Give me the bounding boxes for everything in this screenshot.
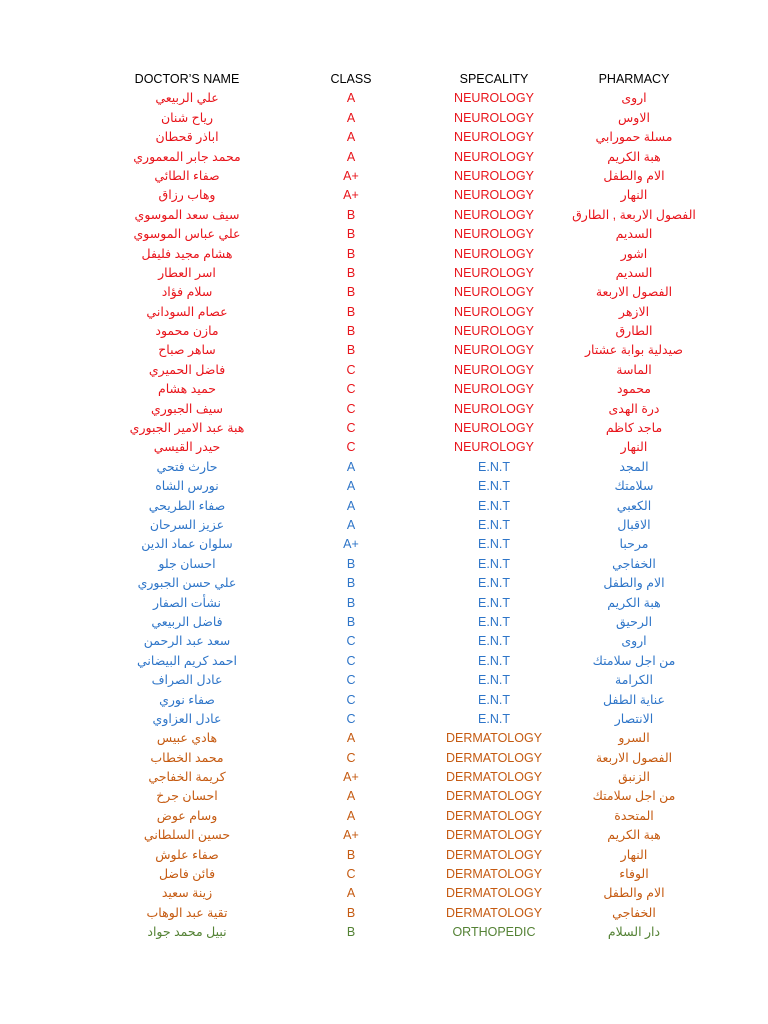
doctor-name-cell: صفاء نوري xyxy=(159,692,215,707)
specialty-cell: NEUROLOGY xyxy=(454,343,534,358)
pharmacy-cell: مسلة حمورابي xyxy=(595,130,673,145)
table-row xyxy=(0,341,768,360)
specialty-cell: E.N.T xyxy=(478,711,510,726)
doctor-name-cell: هبة عبد الامير الجبوري xyxy=(129,421,245,436)
doctor-name-cell: هشام مجيد فليفل xyxy=(141,246,233,261)
specialty-cell: DERMATOLOGY xyxy=(445,808,543,823)
class-cell: C xyxy=(346,867,356,882)
doctor-name-cell: نورس الشاه xyxy=(155,479,219,494)
pharmacy-cell: من اجل سلامتك xyxy=(592,653,676,668)
specialty-cell: E.N.T xyxy=(478,498,510,513)
pharmacy-cell: الخفاجي xyxy=(612,905,656,920)
specialty-cell: NEUROLOGY xyxy=(454,207,534,222)
pharmacy-cell: الاوس xyxy=(618,110,650,125)
specialty-cell: E.N.T xyxy=(478,576,510,591)
specialty-cell: NEUROLOGY xyxy=(454,362,534,377)
table-row xyxy=(0,264,768,283)
pharmacy-cell: الفصول الاربعة , الطارق xyxy=(572,207,696,222)
pharmacy-cell: الطارق xyxy=(615,324,653,339)
pharmacy-cell: السديم xyxy=(615,227,653,242)
pharmacy-cell: الكرامة xyxy=(615,673,653,688)
specialty-cell: DERMATOLOGY xyxy=(445,828,543,843)
specialty-cell: E.N.T xyxy=(478,692,510,707)
class-cell: B xyxy=(346,207,356,222)
specialty-cell: DERMATOLOGY xyxy=(445,847,543,862)
specialty-cell: DERMATOLOGY xyxy=(445,867,543,882)
table-row xyxy=(0,671,768,690)
specialty-cell: E.N.T xyxy=(478,479,510,494)
class-cell: B xyxy=(346,343,356,358)
class-cell: C xyxy=(346,440,356,455)
class-cell: A xyxy=(346,498,356,513)
doctor-name-cell: عادل العزاوي xyxy=(152,711,222,726)
pharmacy-cell: النهار xyxy=(620,188,648,203)
doctor-name-cell: صفاء الطريحي xyxy=(148,498,226,513)
table-row xyxy=(0,594,768,613)
table-row xyxy=(0,516,768,535)
doctor-name-cell: ساهر صباح xyxy=(158,343,216,358)
pharmacy-cell: السديم xyxy=(615,265,653,280)
table-row xyxy=(0,148,768,167)
pharmacy-cell: الرحيق xyxy=(615,614,653,629)
pharmacy-cell: دار السلام xyxy=(607,925,661,940)
pharmacy-cell: الام والطفل xyxy=(603,168,665,183)
specialty-cell: E.N.T xyxy=(478,459,510,474)
pharmacy-cell: الام والطفل xyxy=(603,576,665,591)
doctor-name-cell: احسان جرخ xyxy=(156,789,218,804)
table-row xyxy=(0,807,768,826)
pharmacy-cell: عناية الطفل xyxy=(602,692,666,707)
pharmacy-cell: هبة الكريم xyxy=(607,149,661,164)
pharmacy-cell: المتحدة xyxy=(614,808,654,823)
table-row xyxy=(0,419,768,438)
specialty-cell: NEUROLOGY xyxy=(454,130,534,145)
table-row xyxy=(0,574,768,593)
doctor-name-cell: مازن محمود xyxy=(155,324,219,339)
specialty-cell: DERMATOLOGY xyxy=(445,905,543,920)
class-cell: C xyxy=(346,382,356,397)
table-row xyxy=(0,206,768,225)
specialty-cell: NEUROLOGY xyxy=(454,246,534,261)
class-cell: A xyxy=(346,886,356,901)
specialty-cell: E.N.T xyxy=(478,517,510,532)
class-cell: A xyxy=(346,731,356,746)
doctor-name-cell: محمد الخطاب xyxy=(150,750,224,765)
specialty-cell: DERMATOLOGY xyxy=(445,731,543,746)
class-cell: A xyxy=(346,130,356,145)
doctor-table xyxy=(0,70,768,943)
table-row xyxy=(0,186,768,205)
table-row xyxy=(0,652,768,671)
doctor-name-cell: سلام فؤاد xyxy=(161,285,213,300)
doctor-name-cell: نبيل محمد جواد xyxy=(147,925,227,940)
class-cell: C xyxy=(346,673,356,688)
class-cell: C xyxy=(346,711,356,726)
doctor-name-cell: وهاب رزاق xyxy=(158,188,216,203)
specialty-cell: ORTHOPEDIC xyxy=(452,925,536,940)
class-cell: C xyxy=(346,653,356,668)
table-row xyxy=(0,128,768,147)
doctor-name-cell: عصام السوداني xyxy=(146,304,228,319)
class-cell: A+ xyxy=(343,770,359,785)
specialty-cell: NEUROLOGY xyxy=(454,227,534,242)
specialty-cell: DERMATOLOGY xyxy=(445,750,543,765)
specialty-cell: NEUROLOGY xyxy=(454,401,534,416)
table-row xyxy=(0,535,768,554)
specialty-cell: NEUROLOGY xyxy=(454,440,534,455)
class-cell: B xyxy=(346,905,356,920)
class-cell: C xyxy=(346,421,356,436)
table-row xyxy=(0,89,768,108)
class-cell: C xyxy=(346,362,356,377)
class-cell: A xyxy=(346,459,356,474)
class-cell: B xyxy=(346,246,356,261)
specialty-cell: NEUROLOGY xyxy=(454,168,534,183)
table-row xyxy=(0,787,768,806)
table-row xyxy=(0,710,768,729)
doctor-name-cell: حارث فتحي xyxy=(156,459,218,474)
doctor-name-cell: حيدر القيسي xyxy=(153,440,221,455)
doctor-name-cell: علي الربيعي xyxy=(155,91,219,106)
pharmacy-cell: الوفاء xyxy=(619,867,649,882)
specialty-cell: E.N.T xyxy=(478,653,510,668)
doctor-name-cell: اباذر قحطان xyxy=(155,130,219,145)
pharmacy-cell: اروى xyxy=(621,91,647,106)
doctor-name-cell: صفاء الطائي xyxy=(154,168,220,183)
doctor-name-cell: عزيز السرحان xyxy=(149,517,225,532)
table-row xyxy=(0,458,768,477)
table-row xyxy=(0,691,768,710)
class-cell: B xyxy=(346,285,356,300)
doctor-name-cell: اسر العطار xyxy=(158,265,216,280)
pharmacy-cell: الفصول الاربعة xyxy=(595,285,673,300)
specialty-cell: NEUROLOGY xyxy=(454,324,534,339)
class-cell: A+ xyxy=(343,828,359,843)
table-row xyxy=(0,400,768,419)
table-row xyxy=(0,632,768,651)
class-cell: C xyxy=(346,634,356,649)
doctor-name-cell: احسان جلو xyxy=(158,556,216,571)
doctor-name-cell: محمد جابر المعموري xyxy=(133,149,241,164)
doctor-name-cell: زينة سعيد xyxy=(161,886,213,901)
table-row xyxy=(0,497,768,516)
class-cell: B xyxy=(346,227,356,242)
pharmacy-cell: ماجد كاظم xyxy=(605,421,663,436)
doctor-name-cell: علي حسن الجبوري xyxy=(137,576,237,591)
pharmacy-cell: الكعبي xyxy=(616,498,652,513)
class-cell: B xyxy=(346,925,356,940)
doctor-name-cell: حميد هشام xyxy=(157,382,217,397)
specialty-cell: E.N.T xyxy=(478,537,510,552)
class-cell: A+ xyxy=(343,537,359,552)
doctor-name-cell: عادل الصراف xyxy=(151,673,223,688)
doctor-name-cell: سيف الجبوري xyxy=(150,401,224,416)
class-cell: A xyxy=(346,91,356,106)
doctor-name-cell: احمد كريم البيضاني xyxy=(137,653,237,668)
table-row xyxy=(0,303,768,322)
table-row xyxy=(0,380,768,399)
class-cell: A xyxy=(346,149,356,164)
specialty-cell: E.N.T xyxy=(478,595,510,610)
table-row xyxy=(0,865,768,884)
doctor-name-cell: صفاء علوش xyxy=(155,847,219,862)
doctor-name-cell: فائن فاضل xyxy=(158,867,216,882)
table-row xyxy=(0,477,768,496)
pharmacy-cell: الاقبال xyxy=(617,517,651,532)
doctor-name-cell: سيف سعد الموسوي xyxy=(134,207,240,222)
class-cell: A xyxy=(346,517,356,532)
table-row xyxy=(0,167,768,186)
table-row xyxy=(0,768,768,787)
table-row xyxy=(0,555,768,574)
class-cell: B xyxy=(346,324,356,339)
table-row xyxy=(0,884,768,903)
class-cell: B xyxy=(346,614,356,629)
class-cell: A xyxy=(346,479,356,494)
specialty-cell: NEUROLOGY xyxy=(454,188,534,203)
class-cell: A xyxy=(346,110,356,125)
specialty-cell: NEUROLOGY xyxy=(454,285,534,300)
pharmacy-cell: النهار xyxy=(620,440,648,455)
doctor-name-cell: وسام عوض xyxy=(156,808,218,823)
pharmacy-cell: اروى xyxy=(621,634,647,649)
table-row xyxy=(0,109,768,128)
header-class: CLASS xyxy=(330,72,372,86)
specialty-cell: NEUROLOGY xyxy=(454,304,534,319)
specialty-cell: NEUROLOGY xyxy=(454,382,534,397)
header-pharmacy: PHARMACY xyxy=(598,72,670,86)
doctor-name-cell: علي عباس الموسوي xyxy=(133,227,241,242)
doctor-name-cell: رياح شنان xyxy=(160,110,214,125)
pharmacy-cell: محمود xyxy=(616,382,651,397)
header-specialty: SPECALITY xyxy=(459,72,529,86)
specialty-cell: E.N.T xyxy=(478,634,510,649)
pharmacy-cell: صيدلية بوابة عشتار xyxy=(585,343,683,358)
pharmacy-cell: الخفاجي xyxy=(612,556,656,571)
class-cell: A+ xyxy=(343,168,359,183)
table-row xyxy=(0,749,768,768)
pharmacy-cell: هبة الكريم xyxy=(607,595,661,610)
doctor-name-cell: كريمة الخفاجي xyxy=(148,770,226,785)
pharmacy-cell: درة الهدى xyxy=(608,401,660,416)
class-cell: A+ xyxy=(343,188,359,203)
specialty-cell: E.N.T xyxy=(478,614,510,629)
specialty-cell: NEUROLOGY xyxy=(454,421,534,436)
class-cell: C xyxy=(346,750,356,765)
class-cell: B xyxy=(346,595,356,610)
table-row xyxy=(0,923,768,942)
class-cell: C xyxy=(346,401,356,416)
specialty-cell: NEUROLOGY xyxy=(454,265,534,280)
pharmacy-cell: سلامتك xyxy=(614,479,654,494)
pharmacy-cell: الازهر xyxy=(618,304,650,319)
pharmacy-cell: الفصول الاربعة xyxy=(595,750,673,765)
doctor-name-cell: هادي عبيس xyxy=(156,731,218,746)
table-body xyxy=(0,89,768,942)
doctor-name-cell: تقية عبد الوهاب xyxy=(146,905,228,920)
doctor-name-cell: حسين السلطاني xyxy=(143,828,231,843)
table-row xyxy=(0,826,768,845)
table-row xyxy=(0,846,768,865)
pharmacy-cell: الام والطفل xyxy=(603,886,665,901)
class-cell: A xyxy=(346,808,356,823)
table-row xyxy=(0,438,768,457)
table-row xyxy=(0,225,768,244)
specialty-cell: E.N.T xyxy=(478,556,510,571)
specialty-cell: DERMATOLOGY xyxy=(445,886,543,901)
specialty-cell: DERMATOLOGY xyxy=(445,789,543,804)
class-cell: B xyxy=(346,304,356,319)
pharmacy-cell: اشور xyxy=(620,246,648,261)
doctor-name-cell: سلوان عماد الدين xyxy=(141,537,233,552)
pharmacy-cell: السرو xyxy=(618,731,650,746)
pharmacy-cell: مرحبا xyxy=(619,537,649,552)
doctor-name-cell: سعد عبد الرحمن xyxy=(143,634,231,649)
class-cell: A xyxy=(346,789,356,804)
class-cell: B xyxy=(346,556,356,571)
header-doctor-name: DOCTOR’S NAME xyxy=(134,72,240,86)
pharmacy-cell: الماسة xyxy=(616,362,652,377)
pharmacy-cell: هبة الكريم xyxy=(607,828,661,843)
class-cell: C xyxy=(346,692,356,707)
specialty-cell: NEUROLOGY xyxy=(454,110,534,125)
pharmacy-cell: من اجل سلامتك xyxy=(592,789,676,804)
pharmacy-cell: الانتصار xyxy=(614,711,654,726)
specialty-cell: NEUROLOGY xyxy=(454,149,534,164)
table-row xyxy=(0,613,768,632)
specialty-cell: DERMATOLOGY xyxy=(445,770,543,785)
table-row xyxy=(0,904,768,923)
specialty-cell: NEUROLOGY xyxy=(454,91,534,106)
table-row xyxy=(0,245,768,264)
table-row xyxy=(0,322,768,341)
table-row xyxy=(0,283,768,302)
doctor-name-cell: نشأت الصفار xyxy=(153,595,221,610)
class-cell: B xyxy=(346,576,356,591)
pharmacy-cell: الزنبق xyxy=(618,770,650,785)
doctor-name-cell: فاضل الربيعي xyxy=(151,614,223,629)
table-row xyxy=(0,729,768,748)
table-header xyxy=(0,70,768,89)
pharmacy-cell: المجد xyxy=(619,459,649,474)
specialty-cell: E.N.T xyxy=(478,673,510,688)
class-cell: B xyxy=(346,847,356,862)
class-cell: B xyxy=(346,265,356,280)
doctor-name-cell: فاضل الحميري xyxy=(148,362,226,377)
table-row xyxy=(0,361,768,380)
pharmacy-cell: النهار xyxy=(620,847,648,862)
